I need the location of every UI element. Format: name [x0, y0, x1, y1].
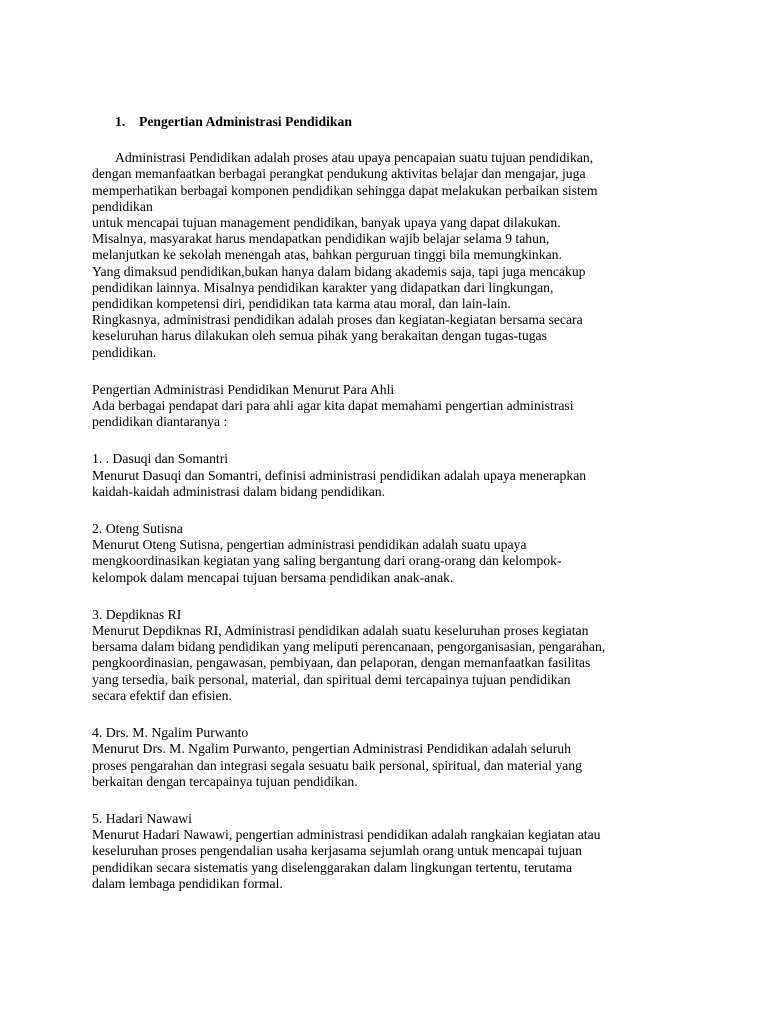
intro-line: pendidikan kompetensi diri, pendidikan tata karma atau moral, dan lain-lain. — [92, 296, 511, 312]
expert-section-line: yang tersedia, baik personal, material, dan spiritual demi tercapainya tujuan pendidikan — [92, 671, 571, 687]
expert-section-title: 5. Hadari Nawawi — [92, 810, 192, 826]
intro-line: keseluruhan harus dilakukan oleh semua pihak yang berakaitan dengan tugas-tugas — [92, 328, 547, 344]
expert-section — [92, 811, 682, 892]
expert-section-line: Menurut Oteng Sutisna, pengertian administrasi pendidikan adalah suatu upaya — [92, 537, 527, 553]
expert-section-line: Menurut Drs. M. Ngalim Purwanto, pengertian Administrasi Pendidikan adalah seluruh — [92, 741, 571, 757]
expert-section-line: keseluruhan proses pengendalian usaha kerjasama sejumlah orang untuk mencapai tujuan — [92, 843, 582, 859]
expert-section-line: Menurut Dasuqi dan Somantri, definisi administrasi pendidikan adalah upaya menerapkan — [92, 467, 587, 483]
spacer — [92, 430, 682, 451]
expert-section-line: mengkoordinasikan kegiatan yang saling bergantung dari orang-orang dan kelompok- — [92, 553, 562, 569]
expert-section-title: 1. . Dasuqi dan Somantri — [92, 451, 229, 467]
spacer — [92, 500, 682, 521]
expert-section-line: kelompok dalam mencapai tujuan bersama pendidikan anak-anak. — [92, 569, 454, 585]
intro-line: dengan memanfaatkan berbagai perangkat pendukung aktivitas belajar dan mengajar, juga — [92, 166, 586, 182]
expert-section-line: pendidikan secara sistematis yang diselenggarakan dalam lingkungan tertentu, terutama — [92, 859, 573, 875]
intro-line: Administrasi Pendidikan adalah proses atau upaya pencapaian suatu tujuan pendidikan, — [115, 150, 594, 166]
intro-line: Misalnya, masyarakat harus mendapatkan pendidikan wajib belajar selama 9 tahun, — [92, 231, 550, 247]
experts-intro-title: Pengertian Administrasi Pendidikan Menurut Para Ahli — [92, 381, 395, 397]
intro-line: Ringkasnya, administrasi pendidikan adalah proses dan kegiatan-kegiatan bersama secara — [92, 312, 583, 328]
document-body — [92, 114, 682, 892]
expert-section-line: pengkoordinasian, pengawasan, pembiyaan, dan pelaporan, dengan memanfaatkan fasilitas — [92, 655, 591, 671]
spacer — [92, 361, 682, 382]
expert-section-line: kaidah-kaidah administrasi dalam bidang pendidikan. — [92, 483, 386, 499]
expert-section-line: dalam lembaga pendidikan formal. — [92, 875, 283, 891]
spacer — [92, 130, 682, 150]
intro-line: untuk mencapai tujuan management pendidikan, banyak upaya yang dapat dilakukan. — [92, 215, 561, 231]
heading-number: 1. — [115, 114, 126, 129]
expert-section-line: Menurut Depdiknas RI, Administrasi pendidikan adalah suatu keseluruhan proses kegiatan — [92, 623, 589, 639]
expert-section-title: 2. Oteng Sutisna — [92, 521, 183, 537]
experts-intro — [92, 382, 682, 431]
expert-section-line: proses pengarahan dan integrasi segala sesuatu baik personal, spiritual, dan material yang — [92, 757, 582, 773]
expert-section — [92, 725, 682, 790]
expert-section — [92, 451, 682, 500]
expert-section-title: 4. Drs. M. Ngalim Purwanto — [92, 725, 249, 741]
intro-line: pendidikan lainnya. Misalnya pendidikan karakter yang didapatkan dari lingkungan, — [92, 279, 554, 295]
section-heading — [115, 114, 682, 130]
spacer — [92, 704, 682, 725]
intro-line: memperhatikan berbagai komponen pendidikan sehingga dapat melakukan perbaikan sistem — [92, 182, 598, 198]
heading-title: Pengertian Administrasi Pendidikan — [139, 114, 352, 129]
expert-section-line: secara efektif dan efisien. — [92, 687, 232, 703]
expert-section-line: berkaitan dengan tercapainya tujuan pendidikan. — [92, 773, 358, 789]
expert-section — [92, 607, 682, 704]
spacer — [92, 790, 682, 811]
intro-line: Yang dimaksud pendidikan,bukan hanya dalam bidang akademis saja, tapi juga mencakup — [92, 263, 586, 279]
experts-intro-line: Ada berbagai pendapat dari para ahli agar kita dapat memahami pengertian administrasi — [92, 398, 574, 414]
expert-section — [92, 521, 682, 586]
expert-section-title: 3. Depdiknas RI — [92, 606, 182, 622]
intro-line: pendidikan — [92, 198, 153, 214]
intro-line: melanjutkan ke sekolah menengah atas, bahkan perguruan tinggi bila memungkinkan. — [92, 247, 562, 263]
intro-line: pendidikan. — [92, 344, 157, 360]
spacer — [92, 586, 682, 607]
experts-intro-line: pendidikan diantaranya : — [92, 414, 228, 430]
intro-paragraph — [92, 150, 682, 361]
expert-section-line: bersama dalam bidang pendidikan yang meliputi perencanaan, pengorganisasian, pengarahan, — [92, 639, 606, 655]
expert-section-line: Menurut Hadari Nawawi, pengertian administrasi pendidikan adalah rangkaian kegiatan atau — [92, 827, 601, 843]
